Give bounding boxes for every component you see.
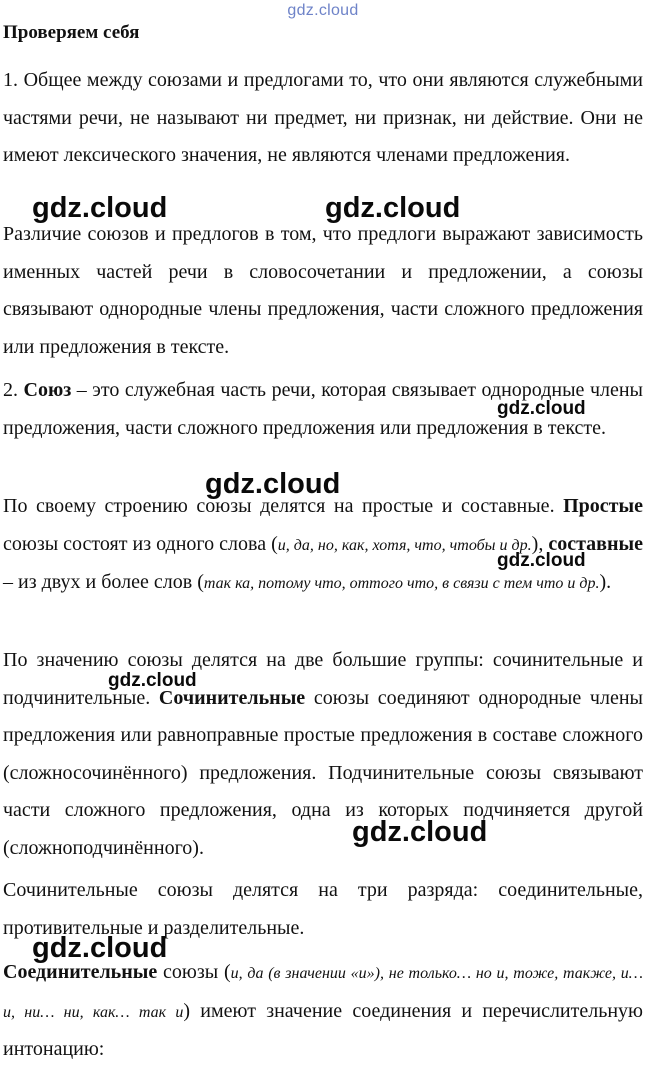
watermark: gdz.cloud <box>205 468 341 500</box>
watermark: gdz.cloud <box>497 550 586 571</box>
watermark: gdz.cloud <box>497 398 586 419</box>
p4-text-a: По своему строению союзы делятся на простые и составные. <box>3 495 564 517</box>
paragraph-7 <box>3 954 643 1069</box>
p4-text-i: ). <box>599 571 612 594</box>
watermark: gdz.cloud <box>325 192 461 224</box>
term-sochinitelnye: Сочинительные <box>158 686 306 709</box>
p4-examples-simple: и, да, но, как, хотя, что, чтобы и др. <box>277 536 532 554</box>
p5-text-a: По значению союзы делятся на две большие группы: сочинительные и подчинительные. <box>3 649 643 709</box>
p4-text-e: ), <box>531 532 549 555</box>
p5-text-c: союзы соединяют однородные члены предложения или равноправные простые предложения в составе сложного (сложносочинённого) предложения. Подчинительные союзы связывают части сложного предложения, одна из которых подчиняется другой (сложноподчинённого). <box>3 686 643 859</box>
term-soedinitelnye: Соединительные <box>3 961 158 983</box>
term-soyuz: Союз <box>23 379 72 401</box>
p4-text-c: союзы состоят из одного слова ( <box>3 532 278 555</box>
watermark-top: gdz.cloud <box>287 2 359 19</box>
paragraph-1: 1. Общее между союзами и предлогами то, что они являются служебными частями речи, не называют ни предмет, ни признак, ни действие. Они не имеют лексического значения, не являются членами предложения. <box>3 69 643 167</box>
p4-text-g: – из двух и более слов ( <box>3 571 204 594</box>
paragraph-2: Различие союзов и предлогов в том, что предлоги выражают зависимость именных частей речи в словосочетании и предложении, а союзы связывают однородные члены предложения, части сложного предложения или предложения в тексте. <box>3 223 643 358</box>
p7-text-d: ) имеют значение соединения и перечислительную интонацию: <box>3 999 643 1061</box>
p3-number: 2. <box>3 379 24 401</box>
paragraph-6: Сочинительные союзы делятся на три разряда: соединительные, противительные и разделительные. <box>3 879 643 939</box>
section-heading: Проверяем себя <box>3 22 140 43</box>
watermark: gdz.cloud <box>32 192 168 224</box>
watermark: gdz.cloud <box>352 816 488 848</box>
watermark: gdz.cloud <box>108 670 197 691</box>
p4-examples-compound: так ка, потому что, оттого что, в связи с тем что и др. <box>203 575 600 593</box>
paragraph-4 <box>3 488 643 603</box>
p3-definition: – это служебная часть речи, которая связывает однородные члены предложения, части сложного предложения или предложения в тексте. <box>3 379 643 439</box>
p7-text-b: союзы ( <box>157 961 231 983</box>
term-prostye: Простые <box>563 495 643 517</box>
term-sostavnye: составные <box>548 532 643 555</box>
paragraph-5 <box>3 642 643 868</box>
watermark: gdz.cloud <box>32 932 168 964</box>
p7-examples: и, да (в значении «и»), не только… но и, тоже, также, и… и, ни… ни, как… так и <box>3 965 643 1021</box>
